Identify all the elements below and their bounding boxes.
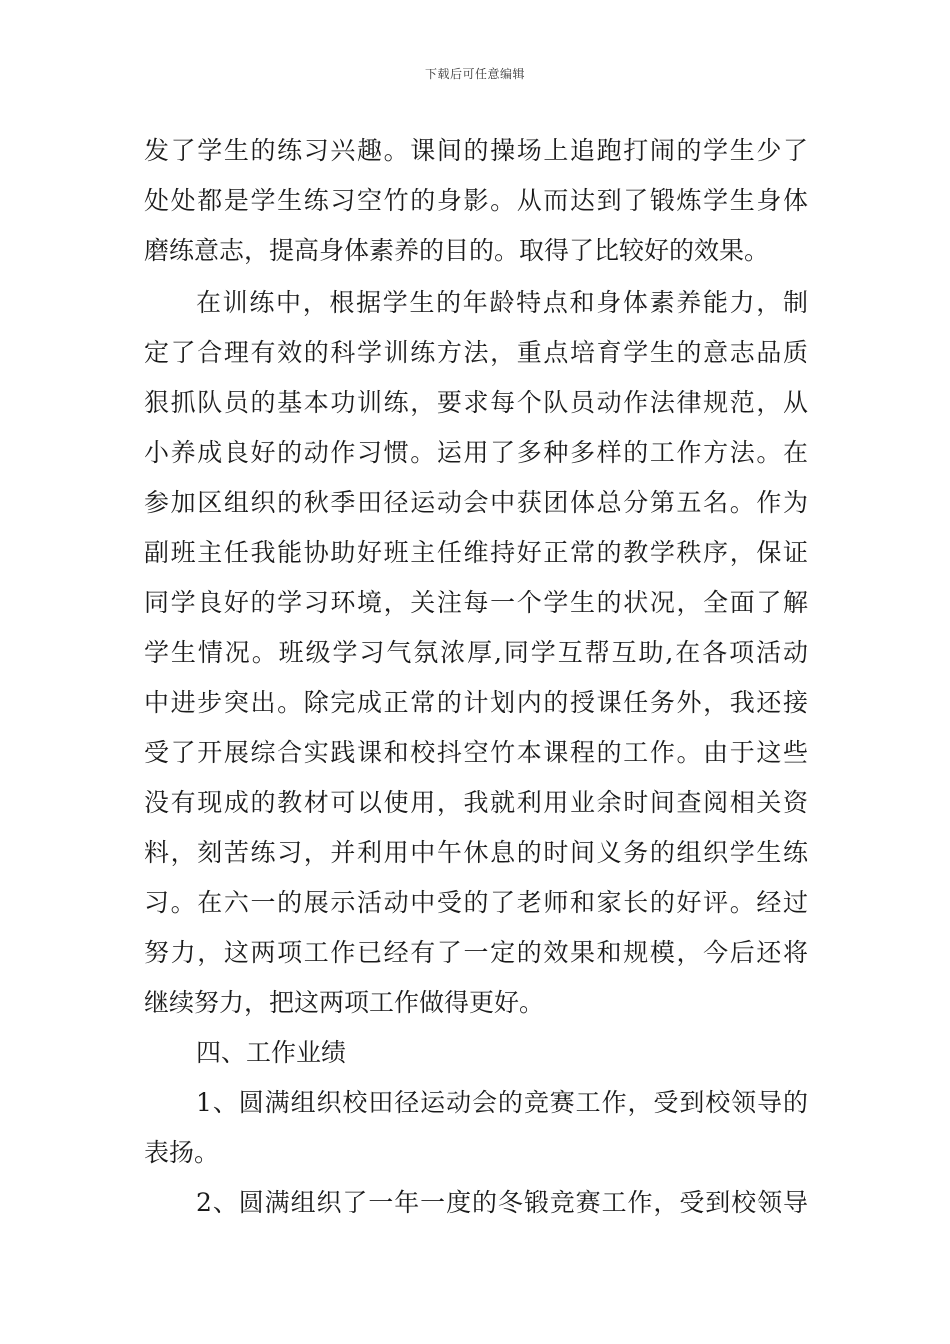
- body-line: 继续努力，把这两项工作做得更好。: [144, 988, 545, 1017]
- page-header: 下载后可任意编辑: [424, 67, 525, 81]
- body-line: 同学良好的学习环境，关注每一个学生的状况，全面了解: [144, 588, 808, 617]
- body-line: 小养成良好的动作习惯。运用了多种多样的工作方法。在: [144, 438, 808, 467]
- body-line: 狠抓队员的基本功训练，要求每个队员动作法律规范，从: [144, 388, 808, 417]
- body-line: 磨练意志，提高身体素养的目的。取得了比较好的效果。: [144, 236, 770, 265]
- body-line: 没有现成的教材可以使用，我就利用业余时间查阅相关资: [144, 788, 808, 817]
- body-line: 学生情况。班级学习气氛浓厚,同学互帮互助,在各项活动: [144, 638, 808, 667]
- paragraph-first-line: 在训练中，根据学生的年龄特点和身体素养能力，制: [196, 288, 808, 317]
- body-line: 努力，这两项工作已经有了一定的效果和规模，今后还将: [144, 938, 808, 967]
- document-body: [144, 126, 808, 1228]
- body-line: 参加区组织的秋季田径运动会中获团体总分第五名。作为: [144, 488, 808, 517]
- list-item-first-line: 1、圆满组织校田径运动会的竞赛工作，受到校领导的: [196, 1088, 808, 1117]
- body-line: 中进步突出。除完成正常的计划内的授课任务外，我还接: [144, 688, 808, 717]
- list-item-line: 表扬。: [144, 1138, 220, 1167]
- section-heading: 四、工作业绩: [196, 1038, 347, 1067]
- list-item-first-line: 2、圆满组织了一年一度的冬锻竞赛工作，受到校领导: [196, 1188, 808, 1217]
- body-line: 料，刻苦练习，并利用中午休息的时间义务的组织学生练: [144, 838, 808, 867]
- body-line: 发了学生的练习兴趣。课间的操场上追跑打闹的学生少了: [144, 136, 808, 165]
- body-line: 处处都是学生练习空竹的身影。从而达到了锻炼学生身体: [144, 186, 808, 215]
- body-line: 习。在六一的展示活动中受的了老师和家长的好评。经过: [144, 888, 808, 917]
- body-line: 受了开展综合实践课和校抖空竹本课程的工作。由于这些: [144, 738, 808, 767]
- body-line: 定了合理有效的科学训练方法，重点培育学生的意志品质: [144, 338, 808, 367]
- body-line: 副班主任我能协助好班主任维持好正常的教学秩序，保证: [144, 538, 808, 567]
